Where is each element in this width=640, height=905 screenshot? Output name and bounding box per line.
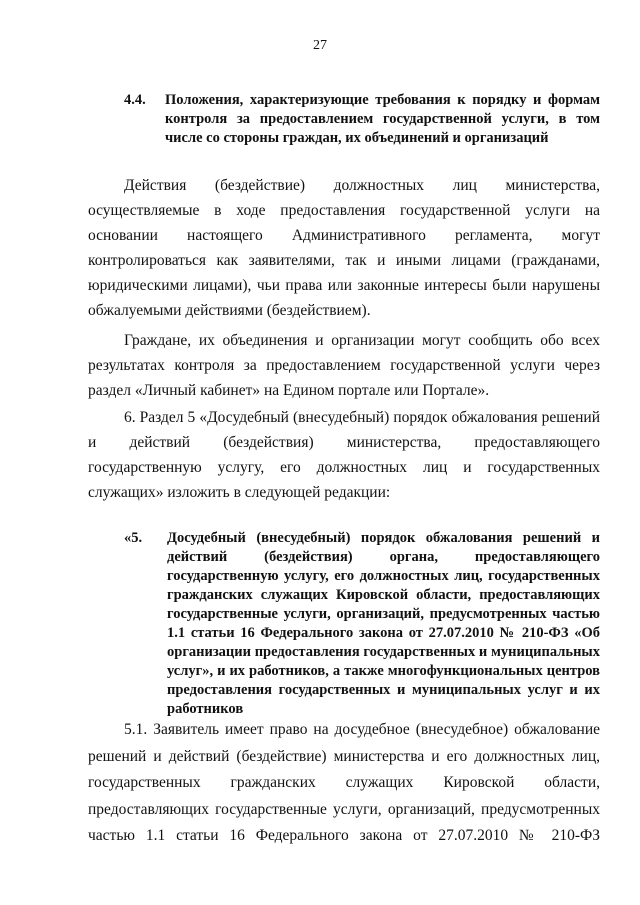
paragraph: Граждане, их объединения и организации могут сообщить обо всех результатах контроля за предоставлением государственной услуги через раздел «Личный кабинет» на Едином портале или Портале». [88, 332, 600, 399]
paragraph: Действия (бездействие) должностных лиц министерства, осуществляемые в ходе предоставления государственной услуги на основании настоящего Административного регламента, могут контролироваться как заявителями, так и иными лицами (гражданами, юридическими лицами), чьи права или законные интересы были нарушены обжалуемыми действиями (бездействием). [88, 177, 600, 319]
section-5-heading [124, 529, 600, 717]
section-number: 4.4. [124, 92, 146, 108]
section-title: Положения, характеризующие требования к порядку и формам контроля за предоставлением государственной услуги, в том числе со стороны граждан, их объединений и организаций [165, 92, 600, 146]
section-number: «5. [124, 530, 143, 546]
section-4-4-heading [124, 91, 600, 171]
page-number: 27 [313, 38, 327, 53]
section-title: Досудебный (внесудебный) порядок обжалования решений и действий (бездействия) органа, предоставляющего государственную услугу, его должностных лиц, государственных гражданских служащих Кировской области, предоставляющих государственные услуги, организаций, предусмотренных частью 1.1 статьи 16 Федерального закона от 27.07.2010 № 210-ФЗ «Об организации предоставления государственных и муниципальных услуг», и их работников, а также многофункциональных центров предоставления государственных и муниципальных услуг и их работников [167, 530, 600, 717]
paragraph: 6. Раздел 5 «Досудебный (внесудебный) порядок обжалования решений и действий (бездействия) министерства, предоставляющего государственную услугу, его должностных лиц и государственных служащих» изложить в следующей редакции: [88, 409, 600, 501]
paragraph-5-1: 5.1. Заявитель имеет право на досудебное (внесудебное) обжалование решений и действий (бездействие) министерства и его должностных лиц, государственных гражданских служащих Кировской области, предоставляющих государственные услуги, организаций, предусмотренных частью 1.1 статьи 16 Федерального закона от 27.07.2010 № 210-ФЗ [88, 721, 600, 844]
